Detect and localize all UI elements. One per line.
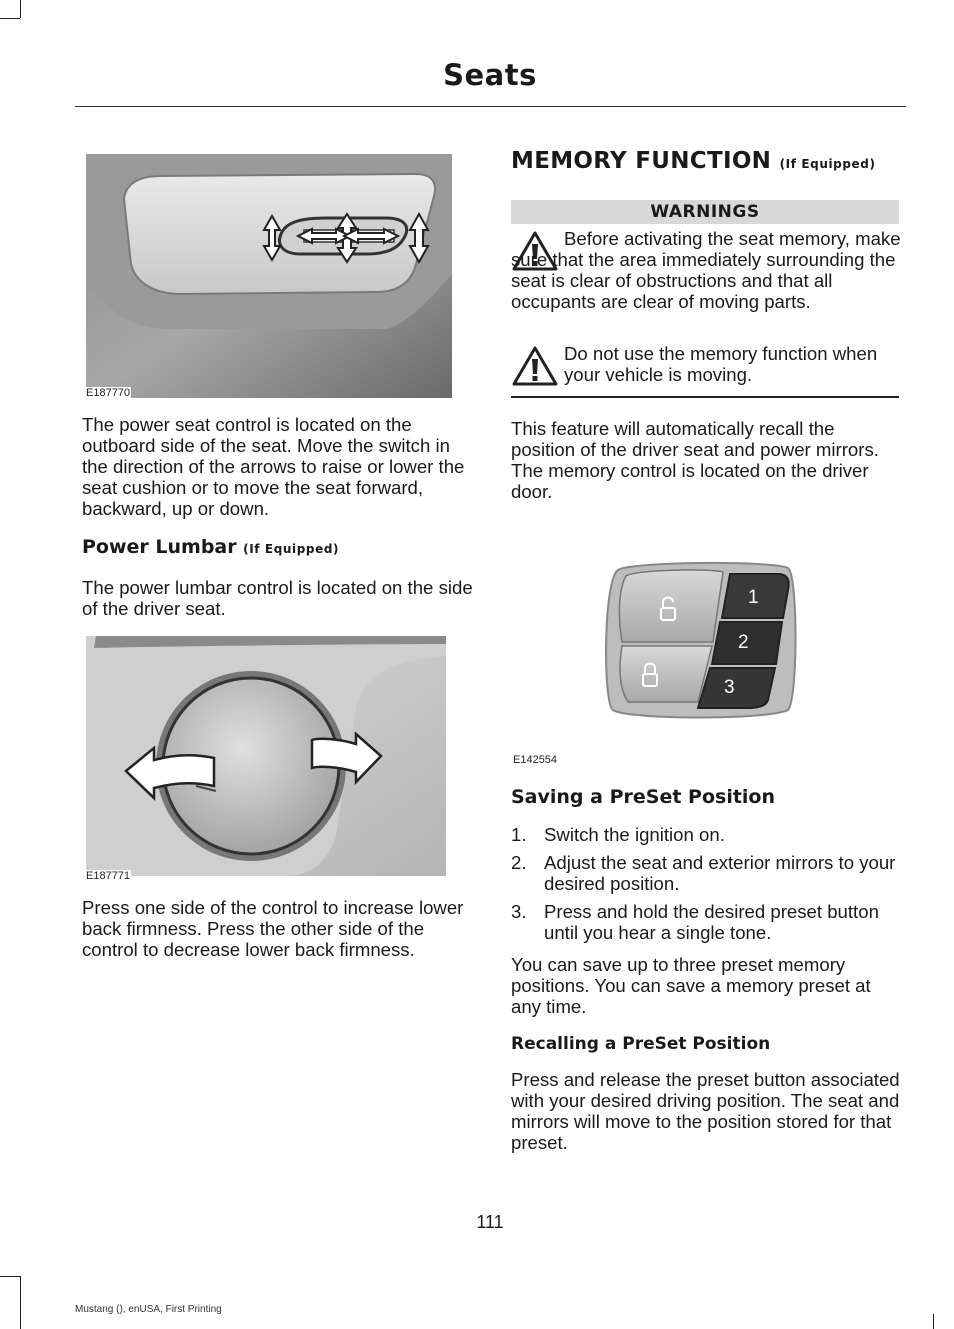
crop-mark bbox=[20, 1276, 21, 1329]
step-number: 2. bbox=[511, 852, 527, 873]
lumbar-usage-paragraph: Press one side of the control to increase lower back firmness. Press the other side of the control to decrease lower back firmness. bbox=[82, 897, 464, 960]
figure-id: E187770 bbox=[86, 387, 131, 399]
step-text: Press and hold the desired preset button until you hear a single tone. bbox=[544, 901, 879, 943]
power-seat-paragraph: The power seat control is located on the outboard side of the seat. Move the switch in the direction of the arrows to raise or lower the seat cushion or to move the seat forward, backward, up or down. bbox=[82, 414, 465, 519]
title-divider bbox=[75, 106, 906, 107]
figure-id: E187771 bbox=[86, 870, 131, 882]
crop-mark bbox=[0, 18, 20, 19]
warnings-banner: WARNINGS bbox=[511, 200, 899, 224]
step-number: 3. bbox=[511, 901, 527, 922]
crop-mark bbox=[20, 0, 21, 18]
power-lumbar-title: Power Lumbar bbox=[82, 536, 237, 558]
if-equipped-qualifier: (If Equipped) bbox=[779, 157, 876, 171]
memory-function-title: MEMORY FUNCTION bbox=[511, 148, 772, 174]
saving-preset-heading: Saving a PreSet Position bbox=[511, 786, 776, 808]
step-text: Switch the ignition on. bbox=[544, 824, 725, 845]
warning-text bbox=[511, 228, 903, 312]
page-title: Seats bbox=[443, 58, 537, 92]
warning-1-text: Before activating the seat memory, make sure that the area immediately surrounding the seat is clear of obstructions and that all occupants are clear of moving parts. bbox=[511, 228, 901, 312]
list-item bbox=[511, 852, 903, 894]
recall-paragraph: Press and release the preset button associated with your desired driving position. The seat and mirrors will move to the position stored for that preset. bbox=[511, 1069, 900, 1153]
crop-mark bbox=[0, 1276, 20, 1277]
power-lumbar-heading bbox=[82, 536, 339, 558]
warning-triangle-icon bbox=[511, 345, 559, 387]
page-number: 111 bbox=[476, 1212, 504, 1232]
recalling-preset-heading: Recalling a PreSet Position bbox=[511, 1034, 771, 1054]
save-note-paragraph: You can save up to three preset memory positions. You can save a memory preset at any time. bbox=[511, 954, 871, 1017]
step-text: Adjust the seat and exterior mirrors to your desired position. bbox=[544, 852, 896, 894]
list-item bbox=[511, 901, 903, 943]
power-seat-control-figure bbox=[86, 154, 452, 398]
if-equipped-qualifier: (If Equipped) bbox=[243, 542, 340, 556]
lumbar-control-figure bbox=[86, 636, 446, 876]
crop-mark bbox=[933, 1314, 934, 1329]
list-item bbox=[511, 824, 903, 845]
memory-button-2[interactable]: 2 bbox=[738, 632, 749, 653]
memory-button-1[interactable]: 1 bbox=[748, 587, 759, 608]
power-lumbar-paragraph: The power lumbar control is located on the side of the driver seat. bbox=[82, 577, 473, 619]
memory-function-heading bbox=[511, 146, 876, 174]
figure-id: E142554 bbox=[513, 754, 558, 766]
footer-text: Mustang (), enUSA, First Printing bbox=[75, 1304, 222, 1315]
memory-button-3[interactable]: 3 bbox=[724, 677, 735, 698]
warning-2-text: Do not use the memory function when your vehicle is moving. bbox=[564, 343, 878, 385]
step-number: 1. bbox=[511, 824, 527, 845]
memory-control-figure bbox=[598, 560, 798, 720]
saving-steps-list bbox=[511, 824, 903, 950]
memory-intro-paragraph: This feature will automatically recall the position of the driver seat and power mirrors. The memory control is located on the driver door. bbox=[511, 418, 879, 502]
warnings-end-rule bbox=[511, 396, 899, 398]
